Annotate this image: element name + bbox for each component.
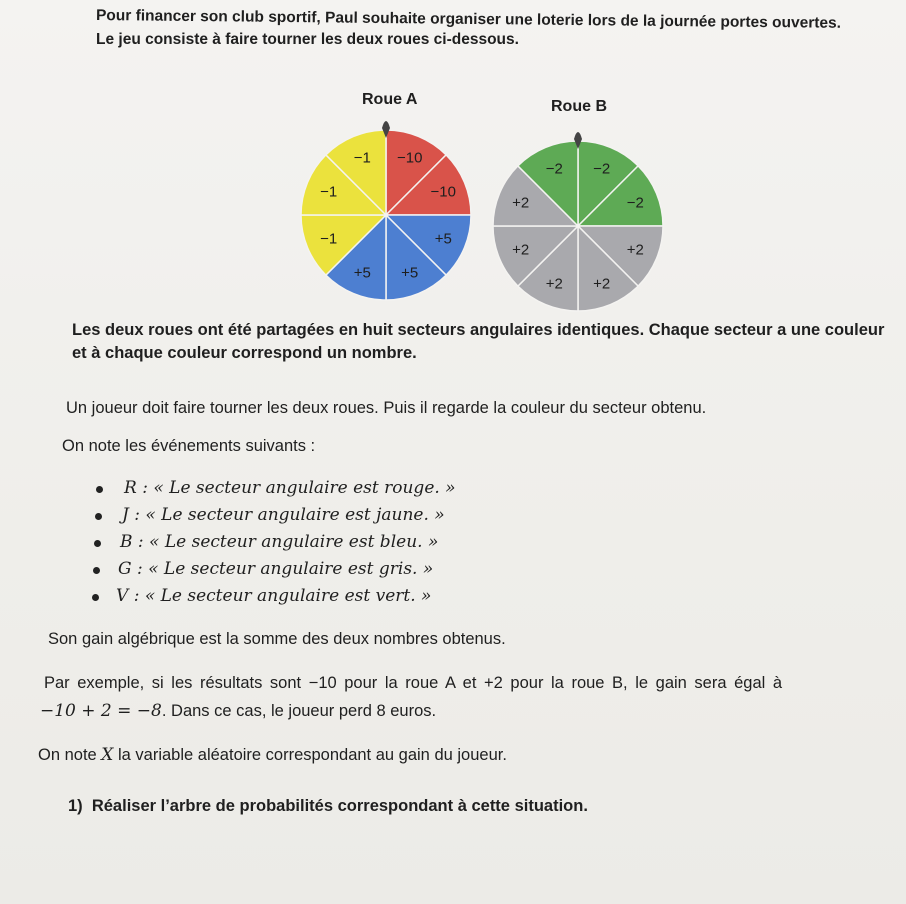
- wheel-b-group: [493, 132, 663, 311]
- event-item-g: [118, 559, 433, 580]
- wheel-b-sector-label-7: +2: [512, 194, 530, 212]
- event-item-j: [122, 505, 445, 526]
- wheel-b-sector-label-2: −2: [626, 194, 644, 212]
- event-symbol: J: [122, 505, 135, 525]
- wheel-b-sector-label-6: +2: [512, 241, 530, 259]
- event-bullet: [96, 486, 103, 493]
- event-symbol: G: [118, 559, 137, 579]
- event-bullet: [92, 594, 99, 601]
- event-bullet: [95, 513, 102, 520]
- gain-definition: Son gain algébrique est la somme des deux nombres obtenus.: [48, 630, 506, 648]
- wheel-b-sector-label-1: −2: [593, 160, 611, 178]
- wheel-b-sector-label-4: +2: [593, 275, 611, 293]
- var-suffix: la variable aléatoire correspondant au gain du joueur.: [113, 746, 507, 764]
- question-number: 1): [68, 797, 83, 815]
- wheel-a-sector-label-1: −10: [396, 149, 423, 167]
- event-symbol: R: [124, 478, 143, 498]
- var-symbol: X: [101, 745, 114, 765]
- example-conclusion: . Dans ce cas, le joueur perd 8 euros.: [161, 702, 437, 720]
- wheel-b-sector-label-8: −2: [545, 160, 563, 178]
- wheel-a: [0, 0, 906, 330]
- event-description: : « Le secteur angulaire est rouge. »: [142, 478, 456, 498]
- wheel-b-title: Roue B: [551, 98, 607, 115]
- example-line-1: Par exemple, si les résultats sont −10 pour la roue A et +2 pour la roue B, le gain sera égal à: [44, 674, 783, 692]
- event-symbol: B: [120, 532, 138, 552]
- example-equation: −10 + 2 = −8: [40, 701, 162, 721]
- paragraph-1-line-2: et à chaque couleur correspond un nombre.: [72, 344, 417, 362]
- random-variable-definition: [38, 745, 507, 766]
- event-description: : « Le secteur angulaire est vert. »: [133, 586, 432, 606]
- wheel-a-group: [301, 121, 471, 300]
- event-item-b: [120, 532, 438, 553]
- wheel-b-sector-label-5: +2: [545, 275, 563, 293]
- intro-line-1: Pour financer son club sportif, Paul souhaite organiser une loterie lors de la journée portes ouvertes.: [95, 7, 842, 32]
- paragraph-1-line-1: Les deux roues ont été partagées en huit secteurs angulaires identiques. Chaque secteur a une couleur: [72, 321, 885, 339]
- event-description: : « Le secteur angulaire est gris. »: [136, 559, 434, 579]
- event-item-v: [116, 586, 431, 607]
- event-bullet: [94, 540, 101, 547]
- wheel-a-sector-label-5: +5: [353, 264, 371, 282]
- wheel-b-sector-label-3: +2: [626, 241, 644, 259]
- paragraph-3: On note les événements suivants :: [62, 437, 316, 455]
- question-1: [68, 796, 588, 817]
- wheel-a-sector-label-6: −1: [320, 230, 338, 248]
- wheel-a-sector-label-3: +5: [434, 230, 452, 248]
- event-bullet: [93, 567, 100, 574]
- wheel-a-sector-label-4: +5: [401, 264, 419, 282]
- event-item-r: [124, 478, 456, 499]
- event-description: : « Le secteur angulaire est jaune. »: [134, 505, 445, 525]
- var-prefix: On note: [38, 746, 102, 764]
- wheel-a-title: Roue A: [362, 91, 418, 108]
- example-line-2: [40, 701, 436, 722]
- event-description: : « Le secteur angulaire est bleu. »: [137, 532, 439, 552]
- intro-line-2: Le jeu consiste à faire tourner les deux roues ci-dessous.: [96, 31, 519, 48]
- question-text: Réaliser l’arbre de probabilités correspondant à cette situation.: [91, 797, 588, 815]
- event-symbol: V: [116, 586, 134, 606]
- wheel-a-sector-label-2: −10: [430, 183, 457, 201]
- wheel-a-sector-label-8: −1: [353, 149, 371, 167]
- paragraph-2: Un joueur doit faire tourner les deux roues. Puis il regarde la couleur du secteur obtenu.: [66, 399, 707, 417]
- wheel-a-sector-label-7: −1: [320, 183, 338, 201]
